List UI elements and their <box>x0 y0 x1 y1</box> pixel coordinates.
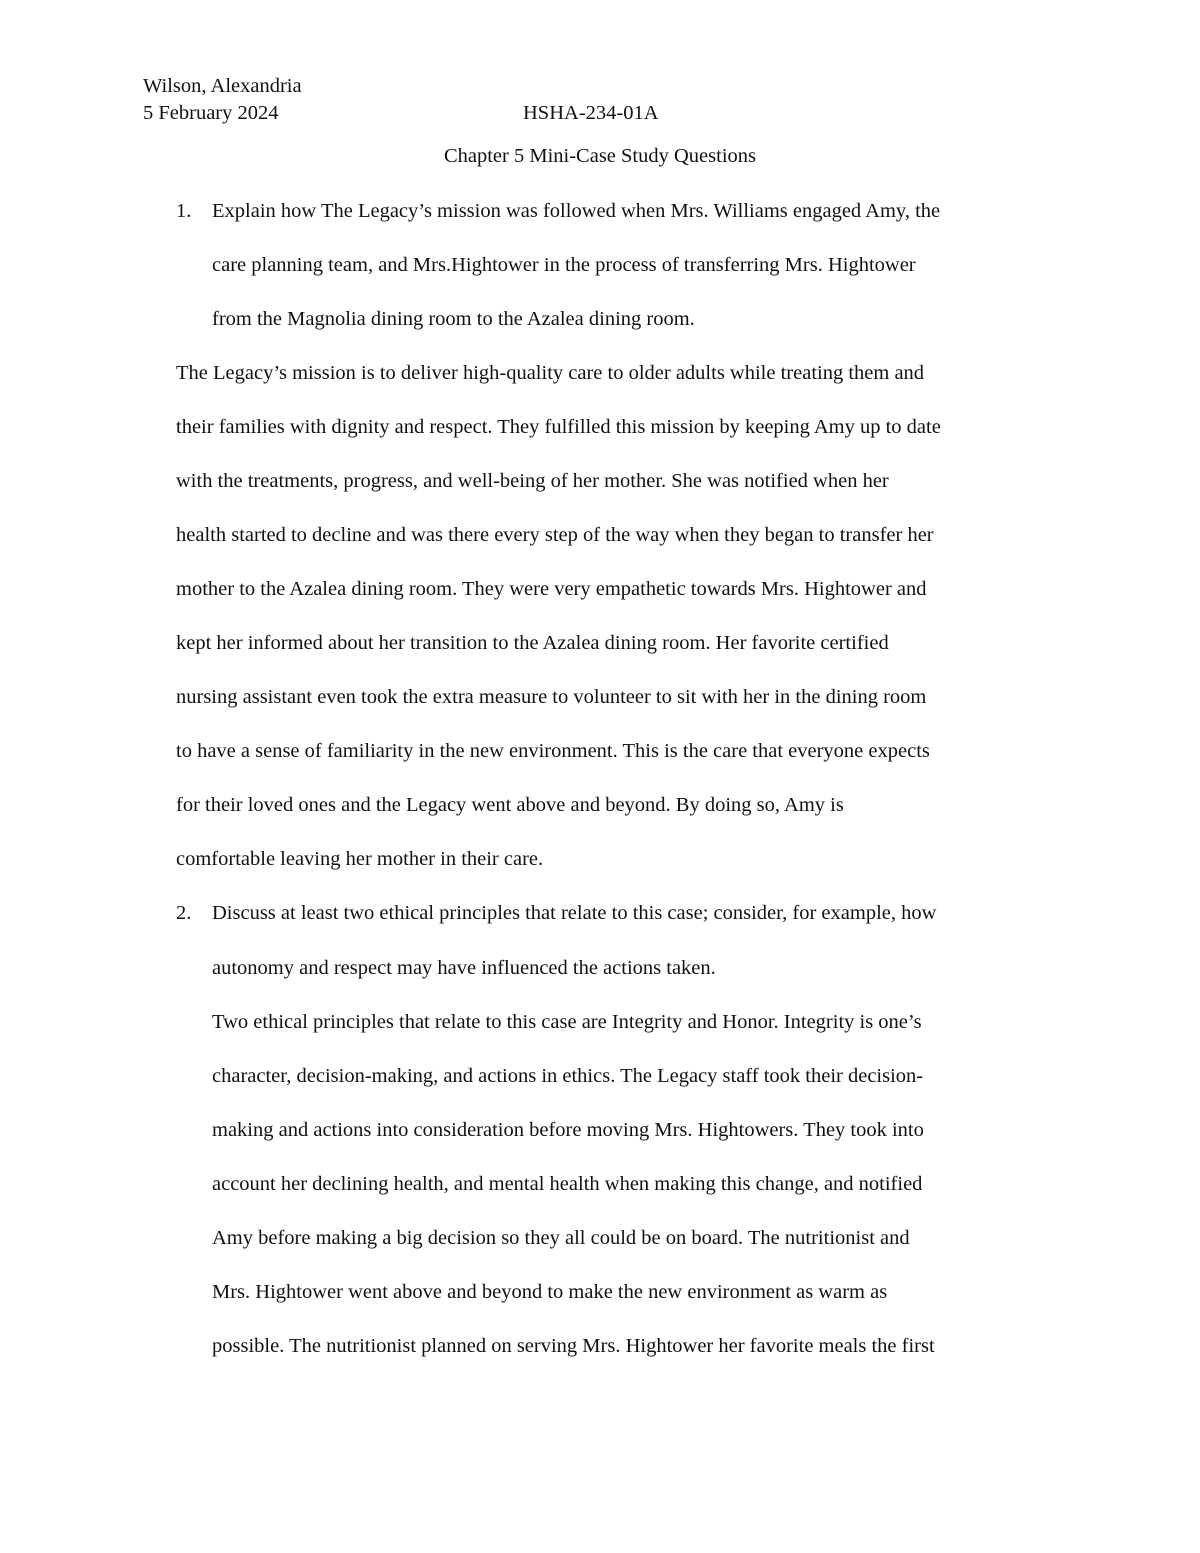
question-2-line: autonomy and respect may have influenced the actions taken. <box>212 957 716 979</box>
course-code: HSHA-234-01A <box>523 102 659 124</box>
answer-1-line: nursing assistant even took the extra measure to volunteer to sit with her in the dining room <box>176 686 927 708</box>
answer-1-line: their families with dignity and respect. They fulfilled this mission by keeping Amy up to date <box>176 416 941 438</box>
answer-2-line: Two ethical principles that relate to this case are Integrity and Honor. Integrity is one’s <box>212 1011 922 1033</box>
answer-2-line: Mrs. Hightower went above and beyond to make the new environment as warm as <box>212 1281 888 1303</box>
answer-2-line: Amy before making a big decision so they all could be on board. The nutritionist and <box>212 1227 910 1249</box>
answer-2-line: character, decision-making, and actions in ethics. The Legacy staff took their decision- <box>212 1065 924 1087</box>
answer-1-line: mother to the Azalea dining room. They were very empathetic towards Mrs. Hightower and <box>176 578 927 600</box>
question-2-line: Discuss at least two ethical principles that relate to this case; consider, for example, how <box>212 902 937 924</box>
answer-1-line: to have a sense of familiarity in the new environment. This is the care that everyone expects <box>176 740 930 762</box>
question-1-line: care planning team, and Mrs.Hightower in the process of transferring Mrs. Hightower <box>212 254 916 276</box>
answer-1-line: The Legacy’s mission is to deliver high-quality care to older adults while treating them and <box>176 362 925 384</box>
date-line: 5 February 2024 <box>143 102 279 124</box>
answer-1-line: kept her informed about her transition to the Azalea dining room. Her favorite certified <box>176 632 889 654</box>
answer-2-line: possible. The nutritionist planned on serving Mrs. Hightower her favorite meals the first <box>212 1335 935 1357</box>
question-1-line: Explain how The Legacy’s mission was followed when Mrs. Williams engaged Amy, the <box>212 200 941 222</box>
question-1-line: from the Magnolia dining room to the Azalea dining room. <box>212 308 695 330</box>
answer-1-line: for their loved ones and the Legacy went above and beyond. By doing so, Amy is <box>176 794 844 816</box>
question-1-number: 1. <box>176 200 192 222</box>
answer-1-line: comfortable leaving her mother in their care. <box>176 848 544 870</box>
answer-1-line: health started to decline and was there every step of the way when they began to transfer her <box>176 524 934 546</box>
author-name: Wilson, Alexandria <box>143 75 302 97</box>
answer-2-line: account her declining health, and mental health when making this change, and notified <box>212 1173 923 1195</box>
answer-2-line: making and actions into consideration before moving Mrs. Hightowers. They took into <box>212 1119 924 1141</box>
page-title: Chapter 5 Mini-Case Study Questions <box>443 145 757 167</box>
question-2-number: 2. <box>176 902 192 924</box>
answer-1-line: with the treatments, progress, and well-being of her mother. She was notified when her <box>176 470 889 492</box>
